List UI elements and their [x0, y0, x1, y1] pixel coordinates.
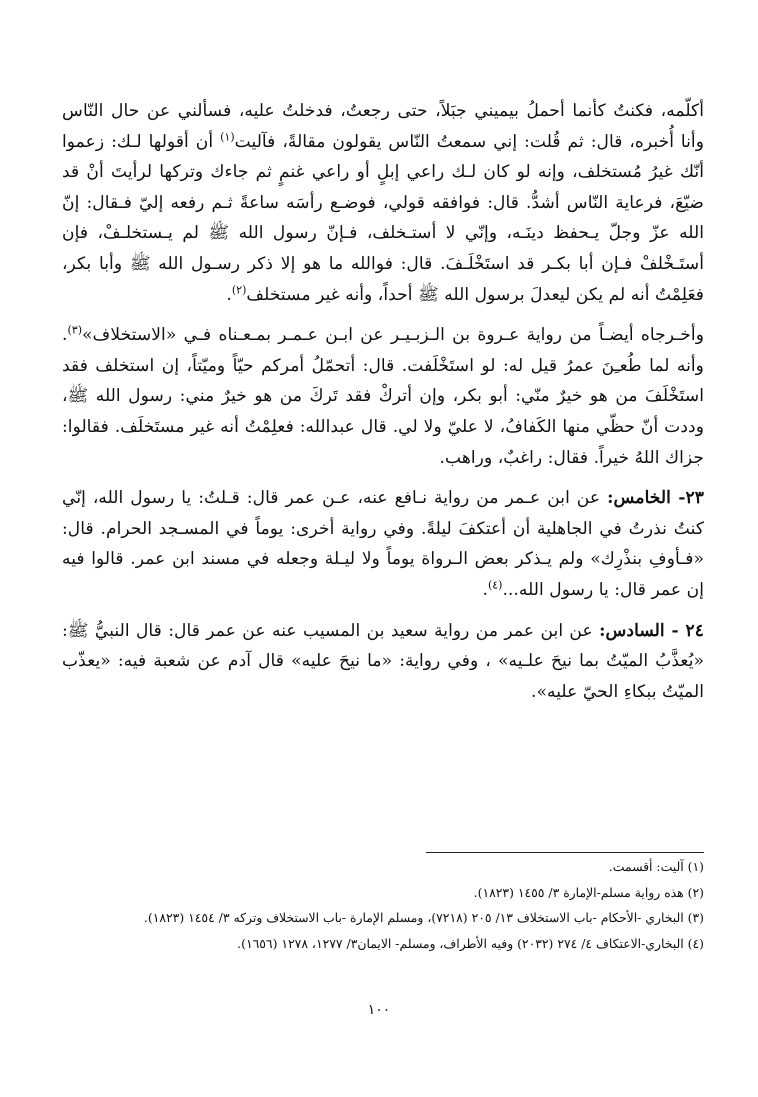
hadith-heading: ٢٤ - السادس: — [599, 620, 704, 641]
footnote-1: (١) آليت: أقسمت. — [608, 859, 704, 874]
text-run: . وأنه لما طُعـِنَ عمرُ قيل له: لو استَخْلَفت. قال: أتحمّلُ أمركم حيّاً وميّتاً، إن استخلف فقد استَخْلَفَ من هو خيرٌ منّي: أبو بكر، وإن أتركْ فقد تَركَ من هو خيرٌ مني: رسول الله ﷺ، وددت أنّ حظّي منها الكَفافُ، لا عليّ ولا لي. قال عبدالله: فعلِمْتُ أنه غير مستَخلَف. فقالوا: جزاك اللهُ خيراً. فقال: راغبٌ، وراهب. — [62, 325, 704, 468]
page-number: ١٠٠ — [367, 1002, 391, 1018]
text-run: عن ابن عـمر من رواية نـافع عنه، عـن عمر قال: قـلتُ: يا رسول الله، إنّي كنتُ نذرتُ في الجاهلية أن أعتكفَ ليلةً. وفي رواية أخرى: يوماً في المسـجد الحرام. قال: «فـأوفِ بنذْرِك» ولم يـذكر بعض الـرواة يوماً ولا ليـلة وجعله في مسند ابن عمر. قالوا فيه إن عمر قال: يا رسول الله... — [62, 488, 704, 600]
hadith-heading: ٢٣- الخامس: — [607, 488, 704, 509]
main-text — [62, 96, 704, 707]
footnote-separator — [426, 852, 704, 853]
text-run: عن ابن عمر من رواية سعيد بن المسيب عنه عن عمر قال: قال النبيُّ ﷺ: «يُعذَّبُ الميّتُ بما نيحَ علـيه» ، وفي رواية: «ما نيحَ عليه» قال آدم عن شعبة فيه: «يعذّب الميّتُ ببكاءِ الحيّ عليه». — [62, 620, 704, 702]
paragraph-hadith-23 — [62, 483, 704, 605]
paragraph-2 — [62, 320, 704, 473]
paragraph-hadith-24 — [62, 616, 704, 708]
footnote-marker-4: (٤) — [487, 578, 503, 592]
text-run: . — [482, 579, 488, 600]
footnote-marker-2: (٢) — [231, 282, 247, 296]
text-run: وأخـرجاه أيضـاً من رواية عـروة بن الـزبـيـر عن ابـن عـمـر بمـعـناه فـي «الاستخلاف» — [81, 325, 704, 346]
footnote-3: (٣) البخاري -الأحكام -باب الاستخلاف ١٣/ ٢٠٥ (٧٢١٨)، ومسلم الإمارة -باب الاستخلاف وتركه ٣/ ١٤٥٤ (١٨٢٣). — [143, 910, 704, 925]
footnote-4: (٤) البخاري-الاعتكاف ٤/ ٢٧٤ (٢٠٣٢) وفيه الأطراف، ومسلم- الايمان٣/ ١٢٧٧، ١٢٧٨ (١٦٥٦). — [237, 935, 704, 951]
footnotes — [50, 856, 704, 955]
text-run: أن أقولها لـك: زعموا أنّك غيرُ مُستخلف، وإنه لو كان لـك راعي إبلٍ أو راعي غنمٍ ثم جاءك وتركها لرأيتَ أنْ قد ضيّعَ، فرعاية النّاس أشدُّ. قال: فوافقه قولي، فوضـع رأسَه ساعةً ثـم رفعه إليّ فـقال: إنّ الله عزّ وجلّ يـحفظ دينَـه، وإنّي لا أستـخلف، فـإنّ رسول الله ﷺ لم يـستخلـفْ، فإن أستَـخْلفْ فـإن أبا بكـر قد استَخْلَـفَ. قال: فوالله ما هو إلا ذكر رسـول الله ﷺ وأبا بكر، فعَلِمْتُ أنه لم يكن ليعدلَ برسول الله ﷺ أحداً، وأنه غير مستخلف — [62, 131, 704, 305]
footnote-marker-1: (١) — [220, 129, 235, 143]
paragraph-1 — [62, 96, 704, 310]
text-run: . — [226, 284, 232, 305]
footnote-2: (٢) هذه رواية مسلم-الإمارة ٣/ ١٤٥٥ (١٨٢٣). — [473, 884, 704, 900]
footnote-marker-3: (٣) — [67, 323, 82, 337]
text-run: أكلّمه، فكنتُ كأنما أحملُ بيميني جبَلاً، حتى رجعتُ، فدخلتُ عليه، فسألني عن حال النّاس وأنا أُخبره، قال: ثم قُلت: إني سمعتُ النّاس يقولون مقالةً، فآليت — [62, 101, 705, 152]
